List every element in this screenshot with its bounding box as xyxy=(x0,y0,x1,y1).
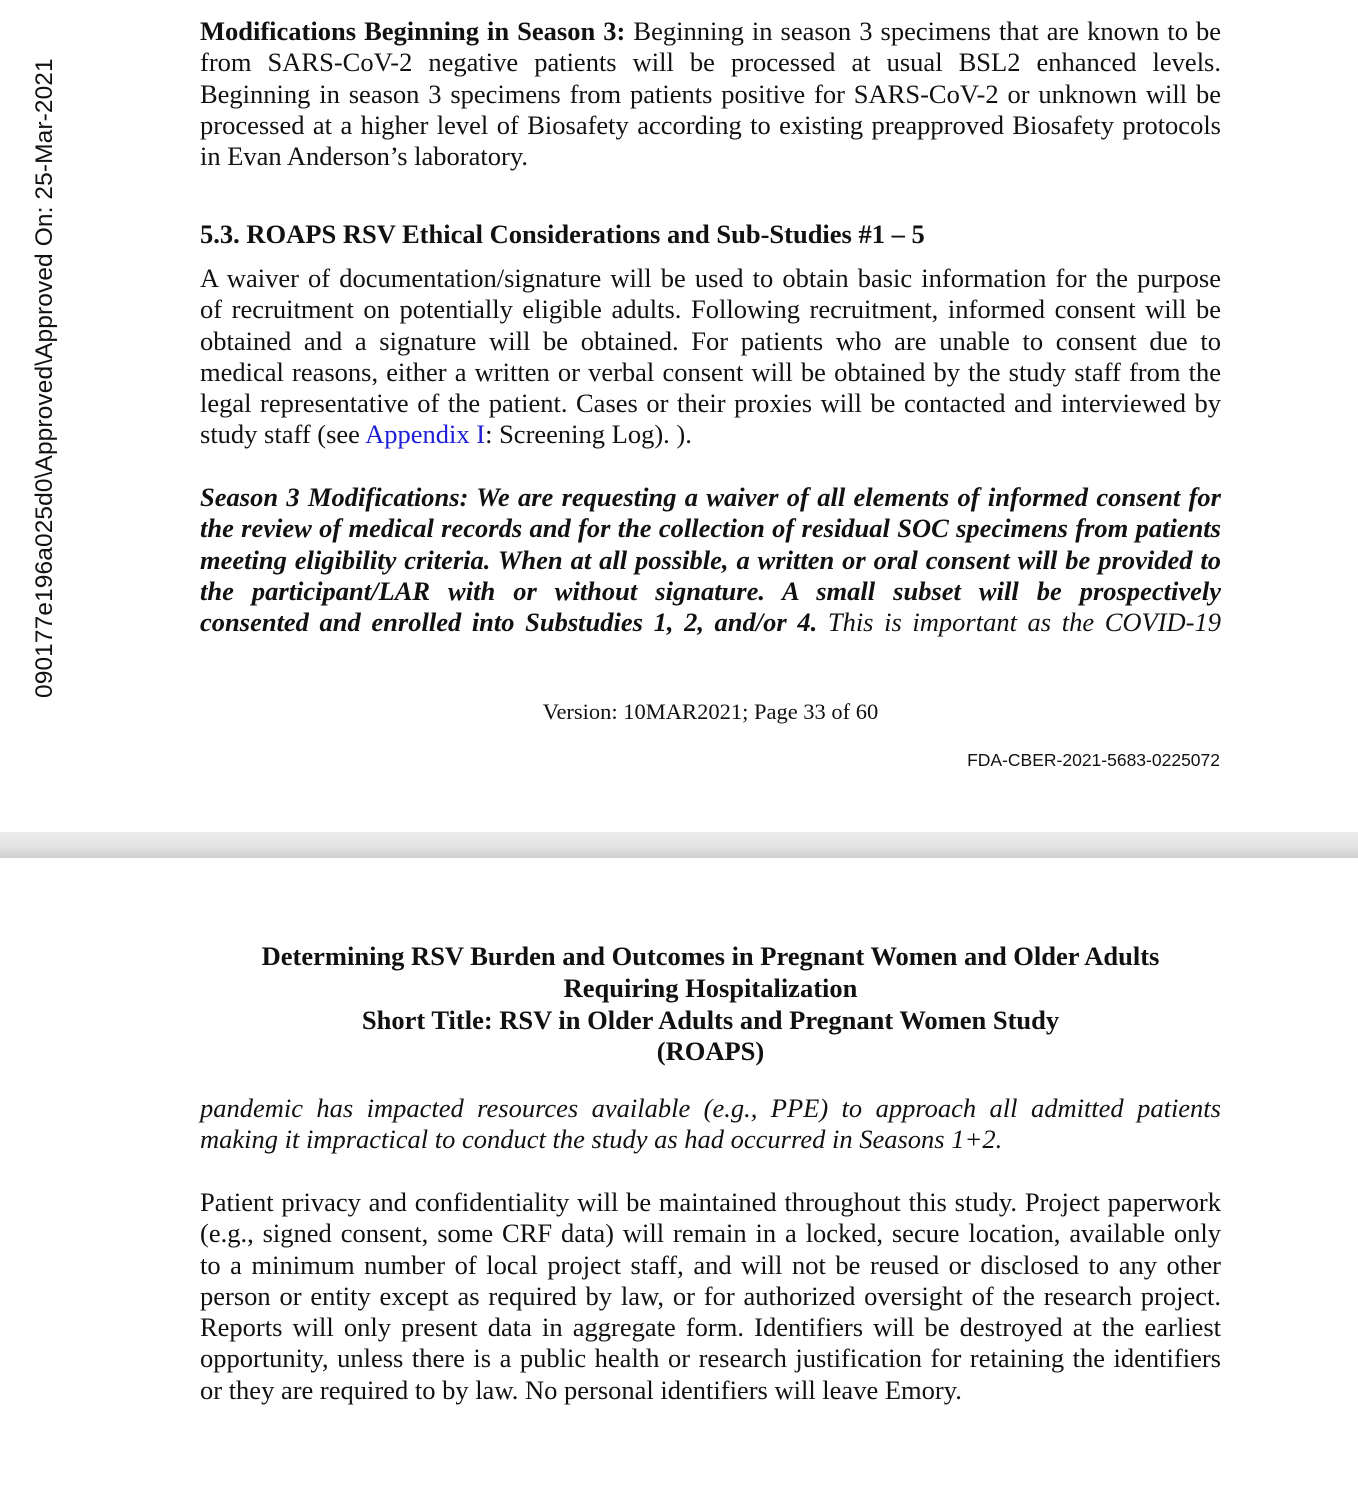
text-line: processed at a higher level of Biosafety according to existing preapproved Biosafety protocols xyxy=(200,109,1221,140)
text-line: (e.g., signed consent, some CRF data) will remain in a locked, secure location, available only xyxy=(200,1218,1221,1249)
text-line: the review of medical records and for the collection of residual SOC specimens from patients xyxy=(200,513,1221,544)
modifications-paragraph xyxy=(200,16,1221,172)
text-line: person or entity except as required by law, or for authorized oversight of the research project. xyxy=(200,1280,1221,1311)
text-line: of recruitment on potentially eligible adults. Following recruitment, informed consent will be xyxy=(200,294,1221,325)
text-line: from SARS-CoV-2 negative patients will be processed at usual BSL2 enhanced levels. xyxy=(200,47,1221,78)
text-line: A waiver of documentation/signature will be used to obtain basic information for the purpose xyxy=(200,263,1221,293)
text-line: Patient privacy and confidentiality will be maintained throughout this study. Project paperwork xyxy=(200,1187,1221,1217)
pandemic-paragraph xyxy=(200,1093,1221,1156)
text-line: pandemic has impacted resources available (e.g., PPE) to approach all admitted patients xyxy=(200,1093,1221,1123)
text-line: obtained and a signature will be obtained. For patients who are unable to consent due to xyxy=(200,325,1221,356)
text-line: study staff (see Appendix I: Screening Log). ). xyxy=(200,419,692,450)
season3-paragraph xyxy=(200,482,1221,638)
text-line: to a minimum number of local project staff, and will not be reused or disclosed to any other xyxy=(200,1249,1221,1280)
text-line: opportunity, unless there is a public health or research justification for retaining the identifiers xyxy=(200,1343,1221,1374)
approval-stamp: 090177e196a025d0\Approved\Approved On: 25-Mar-2021 xyxy=(31,58,58,698)
text-line: Beginning in season 3 specimens from patients positive for SARS-CoV-2 or unknown will be xyxy=(200,78,1221,109)
appendix-link[interactable]: Appendix I xyxy=(365,419,486,450)
text-line: meeting eligibility criteria. When at all possible, a written or oral consent will be provided to xyxy=(200,544,1221,575)
text-line: medical reasons, either a written or verbal consent will be obtained by the study staff from the xyxy=(200,356,1221,387)
text-line: making it impractical to conduct the study as had occurred in Seasons 1+2. xyxy=(200,1124,1003,1155)
page-header-title xyxy=(0,941,1358,1068)
waiver-paragraph xyxy=(200,263,1221,451)
title-line: Determining RSV Burden and Outcomes in Pregnant Women and Older Adults xyxy=(261,941,1160,971)
text-line: Modifications Beginning in Season 3: Beginning in season 3 specimens that are known to be xyxy=(200,16,1221,46)
page-separator xyxy=(0,832,1358,858)
page-footer-version: Version: 10MAR2021; Page 33 of 60 xyxy=(542,699,879,724)
document-id: FDA-CBER-2021-5683-0225072 xyxy=(967,750,1220,770)
text-line: in Evan Anderson’s laboratory. xyxy=(200,141,528,172)
privacy-paragraph xyxy=(200,1187,1221,1406)
short-title-line: Short Title: RSV in Older Adults and Pregnant Women Study xyxy=(361,1004,1060,1035)
text-line: Season 3 Modifications: We are requesting a waiver of all elements of informed consent for xyxy=(200,482,1221,512)
text-line: or they are required to by law. No personal identifiers will leave Emory. xyxy=(200,1374,962,1405)
modifications-label: Modifications Beginning in Season 3: xyxy=(200,16,626,46)
section-heading: 5.3. ROAPS RSV Ethical Considerations and Sub-Studies #1 – 5 xyxy=(200,219,925,249)
text-line: legal representative of the patient. Cases or their proxies will be contacted and interviewed by xyxy=(200,388,1221,419)
text-line: Reports will only present data in aggregate form. Identifiers will be destroyed at the earliest xyxy=(200,1312,1221,1343)
text-line: consented and enrolled into Substudies 1, 2, and/or 4. This is important as the COVID-19 xyxy=(200,607,1221,638)
text-line: the participant/LAR with or without signature. A small subset will be prospectively xyxy=(200,575,1221,606)
title-line: (ROAPS) xyxy=(656,1036,765,1067)
title-line: Requiring Hospitalization xyxy=(563,972,858,1003)
